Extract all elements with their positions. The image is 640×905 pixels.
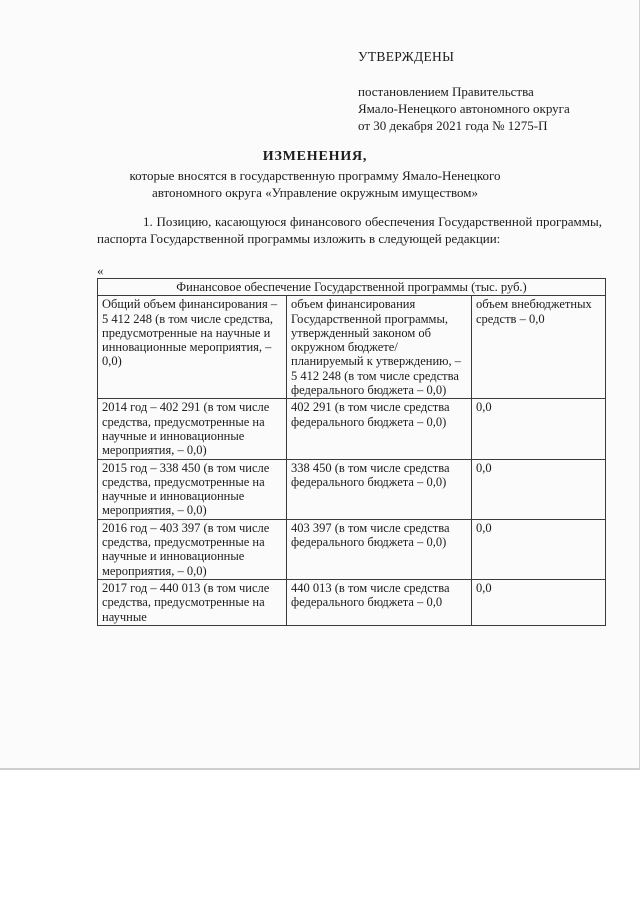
approval-line-2: Ямало-Ненецкого автономного округа bbox=[358, 101, 570, 116]
approval-block bbox=[358, 48, 628, 134]
intro-paragraph: 1. Позицию, касающуюся финансового обеспечения Государственной программы, паспорта Государственной программы изложить в следующей редакции: bbox=[97, 214, 602, 246]
row-cell-offbudget: 0,0 bbox=[472, 579, 606, 625]
table-caption: Финансовое обеспечение Государственной программы (тыс. руб.) bbox=[98, 279, 606, 296]
approval-line-3: от 30 декабря 2021 года № 1275-П bbox=[358, 118, 548, 133]
document-title bbox=[80, 148, 550, 201]
table-row bbox=[98, 459, 606, 519]
header-cell-total: Общий объем финансирования – 5 412 248 (в том числе средства, предусмотренные на научные и инновационные мероприятия, – 0,0) bbox=[98, 296, 287, 399]
table-header-row bbox=[98, 296, 606, 399]
title-line-2: автономного округа «Управление окружным имуществом» bbox=[151, 185, 479, 200]
table-caption-row bbox=[98, 279, 606, 296]
table-row bbox=[98, 399, 606, 459]
row-cell-year: 2016 год – 403 397 (в том числе средства, предусмотренные на научные и инновационные мероприятия, – 0,0) bbox=[98, 519, 287, 579]
approval-heading: УТВЕРЖДЕНЫ bbox=[358, 49, 455, 64]
row-cell-year: 2017 год – 440 013 (в том числе средства, предусмотренные на научные bbox=[98, 579, 287, 625]
title-line-1: которые вносятся в государственную программу Ямало-Ненецкого bbox=[129, 168, 501, 183]
row-cell-year: 2014 год – 402 291 (в том числе средства, предусмотренные на научные и инновационные мероприятия, – 0,0) bbox=[98, 399, 287, 459]
row-cell-year: 2015 год – 338 450 (в том числе средства, предусмотренные на научные и инновационные мероприятия, – 0,0) bbox=[98, 459, 287, 519]
row-cell-offbudget: 0,0 bbox=[472, 519, 606, 579]
row-cell-offbudget: 0,0 bbox=[472, 459, 606, 519]
opening-quote: « bbox=[97, 263, 104, 278]
title-main: ИЗМЕНЕНИЯ, bbox=[262, 149, 368, 164]
row-cell-budget: 403 397 (в том числе средства федерального бюджета – 0,0) bbox=[287, 519, 472, 579]
row-cell-budget: 338 450 (в том числе средства федерального бюджета – 0,0) bbox=[287, 459, 472, 519]
row-cell-budget: 440 013 (в том числе средства федерального бюджета – 0,0 bbox=[287, 579, 472, 625]
table-row bbox=[98, 519, 606, 579]
header-cell-offbudget: объем внебюджетных средств – 0,0 bbox=[472, 296, 606, 399]
table-row bbox=[98, 579, 606, 625]
header-cell-budget: объем финансирования Государственной программы, утвержденный законом об окружном бюджете/планируемый к утверждению, – 5 412 248 (в том числе средства федерального бюджета – 0,0) bbox=[287, 296, 472, 399]
row-cell-budget: 402 291 (в том числе средства федерального бюджета – 0,0) bbox=[287, 399, 472, 459]
approval-line-1: постановлением Правительства bbox=[358, 84, 534, 99]
financing-table bbox=[97, 278, 606, 626]
row-cell-offbudget: 0,0 bbox=[472, 399, 606, 459]
